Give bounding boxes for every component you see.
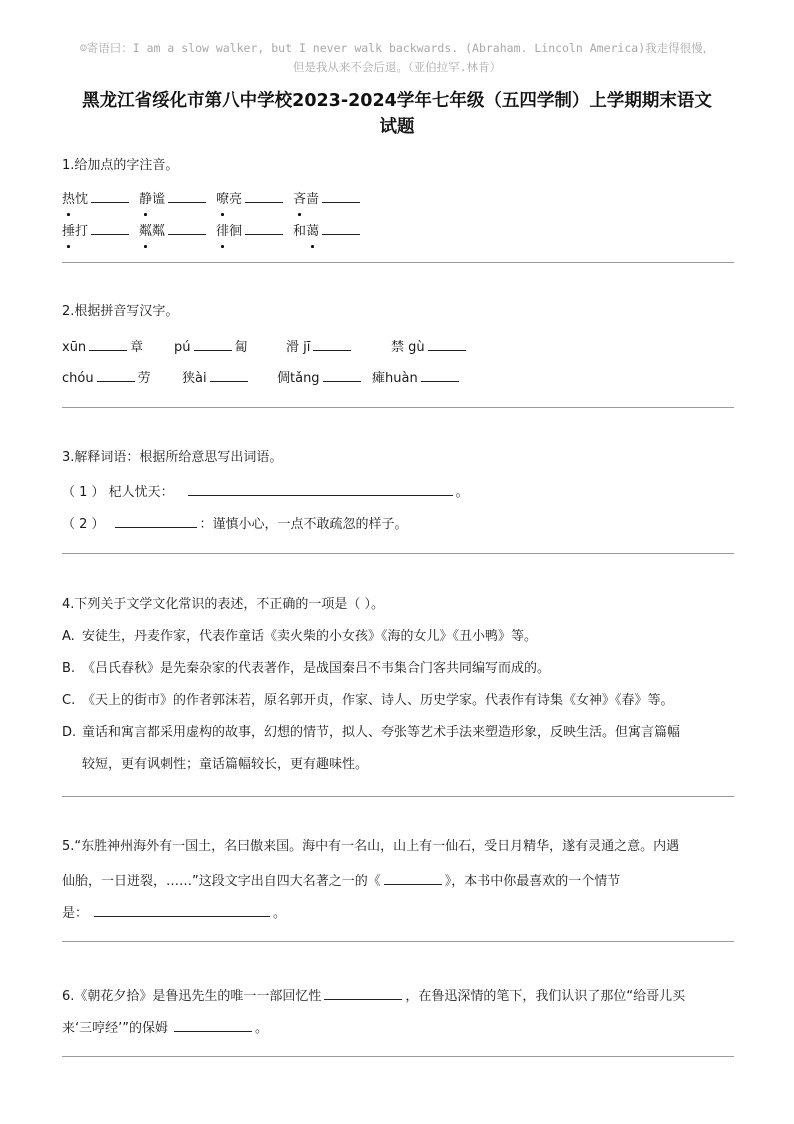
- q3-item-2: （ 2 ） ：谨慎小心，一点不敢疏忽的样子。: [62, 514, 408, 534]
- q4-option-a[interactable]: A. 安徒生，丹麦作家，代表作童话《卖火柴的小女孩》《海的女儿》《丑小鸭》等。: [62, 629, 538, 644]
- q5-line-3: 是： 。: [62, 903, 286, 923]
- answer-blank[interactable]: [324, 986, 402, 1000]
- q2-item: 狭ài: [182, 368, 277, 388]
- q2-item: pú 匐: [174, 337, 286, 357]
- motto-line-1: ☺寄语曰：I am a slow walker, but I never walk backwards. (Abraham. Lincoln America)我走得很慢，: [79, 41, 715, 55]
- divider: [62, 407, 734, 408]
- q4-option-b[interactable]: B. 《吕氏春秋》是先秦杂家的代表著作，是战国秦吕不韦集合门客共同编写而成的。: [62, 661, 551, 676]
- q2-item: 滑 jī: [286, 337, 391, 357]
- divider: [62, 1056, 734, 1057]
- answer-blank[interactable]: [421, 368, 459, 382]
- motto-header: [40, 39, 754, 77]
- q2-item: 倜tǎng: [277, 368, 372, 388]
- answer-blank[interactable]: [188, 482, 453, 496]
- title-line-1: 黑龙江省绥化市第八中学校2023-2024学年七年级（五四学制）上学期期末语文: [82, 91, 712, 111]
- answer-blank[interactable]: [322, 221, 360, 235]
- answer-blank[interactable]: [89, 337, 127, 351]
- q5-line-1: 5.“东胜神州海外有一国土，名曰傲来国。海中有一名山，山上有一仙石，受日月精华，遂有灵通之意。内遇: [62, 839, 680, 854]
- answer-blank[interactable]: [94, 903, 270, 917]
- q2-item: 禁 gù: [391, 337, 496, 357]
- q2-item: xūn 章: [62, 337, 174, 357]
- answer-blank[interactable]: [428, 337, 466, 351]
- question-1: [62, 157, 734, 247]
- q2-item: 瘫huàn: [372, 368, 482, 388]
- q6-line-2: 来‘三哼经’”的保姆 。: [62, 1018, 268, 1038]
- q1-prompt: 1.给加点的字注音。: [62, 158, 179, 173]
- q6-line-1: 6.《朝花夕拾》是鲁迅先生的唯一一部回忆性 ，在鲁迅深情的笔下，我们认识了那位“给哥儿买: [62, 986, 685, 1006]
- q4-option-d-continued: 较短，更有讽刺性；童话篇幅较长，更有趣味性。: [82, 757, 369, 772]
- answer-blank[interactable]: [91, 221, 129, 235]
- q3-item-1: （ 1 ） 杞人忧天： 。: [62, 482, 469, 502]
- q1-item: 静谧: [139, 189, 216, 209]
- q2-row-2: [62, 368, 482, 388]
- q4-prompt: 4.下列关于文学文化常识的表述，不正确的一项是（ ）。: [62, 597, 385, 612]
- q5-line-2: 仙胎，一日迸裂，……”这段文字出自四大名著之一的《 》，本书中你最喜欢的一个情节: [62, 871, 620, 891]
- answer-blank[interactable]: [97, 368, 135, 382]
- answer-blank[interactable]: [91, 189, 129, 203]
- question-4: [62, 596, 734, 786]
- question-6: [62, 986, 734, 1046]
- q2-row-1: [62, 337, 496, 357]
- answer-blank[interactable]: [210, 368, 248, 382]
- q1-item: 嘹亮: [216, 189, 293, 209]
- title-line-2: 试题: [379, 117, 415, 137]
- q2-prompt: 2.根据拼音写汉字。: [62, 304, 179, 319]
- divider: [62, 262, 734, 263]
- book-title-blank[interactable]: [384, 871, 442, 885]
- question-5: [62, 838, 734, 928]
- q4-option-d[interactable]: D. 童话和寓言都采用虚构的故事，幻想的情节，拟人、夸张等艺术手法来塑造形象，反映生活。但寓言篇幅: [62, 725, 681, 740]
- answer-blank[interactable]: [322, 189, 360, 203]
- q1-item: 粼粼: [139, 221, 216, 241]
- question-3: [62, 449, 734, 539]
- q1-item: 吝啬: [293, 189, 370, 209]
- q4-option-c[interactable]: C. 《天上的街市》的作者郭沫若，原名郭开贞，作家、诗人、历史学家。代表作有诗集《女神》《春》等。: [62, 693, 674, 708]
- q1-item: 热忱: [62, 189, 139, 209]
- answer-blank[interactable]: [323, 368, 361, 382]
- divider: [62, 941, 734, 942]
- answer-blank[interactable]: [245, 189, 283, 203]
- answer-blank[interactable]: [168, 221, 206, 235]
- answer-blank[interactable]: [115, 514, 197, 528]
- q3-prompt: 3.解释词语：根据所给意思写出词语。: [62, 450, 283, 465]
- divider: [62, 553, 734, 554]
- answer-blank[interactable]: [194, 337, 232, 351]
- q1-item: 徘徊: [216, 221, 293, 241]
- motto-line-2: 但是我从来不会后退。（亚伯拉罕.林肯）: [292, 60, 502, 74]
- answer-blank[interactable]: [245, 221, 283, 235]
- q1-row-2: [62, 221, 370, 241]
- answer-blank[interactable]: [313, 337, 351, 351]
- q1-row-1: [62, 189, 370, 209]
- divider: [62, 796, 734, 797]
- question-2: [62, 303, 734, 393]
- answer-blank[interactable]: [168, 189, 206, 203]
- q2-item: chóu 劳: [62, 368, 182, 388]
- q1-item: 和蔼: [293, 221, 370, 241]
- answer-blank[interactable]: [174, 1018, 252, 1032]
- page-title: [40, 88, 754, 140]
- q1-item: 捶打: [62, 221, 139, 241]
